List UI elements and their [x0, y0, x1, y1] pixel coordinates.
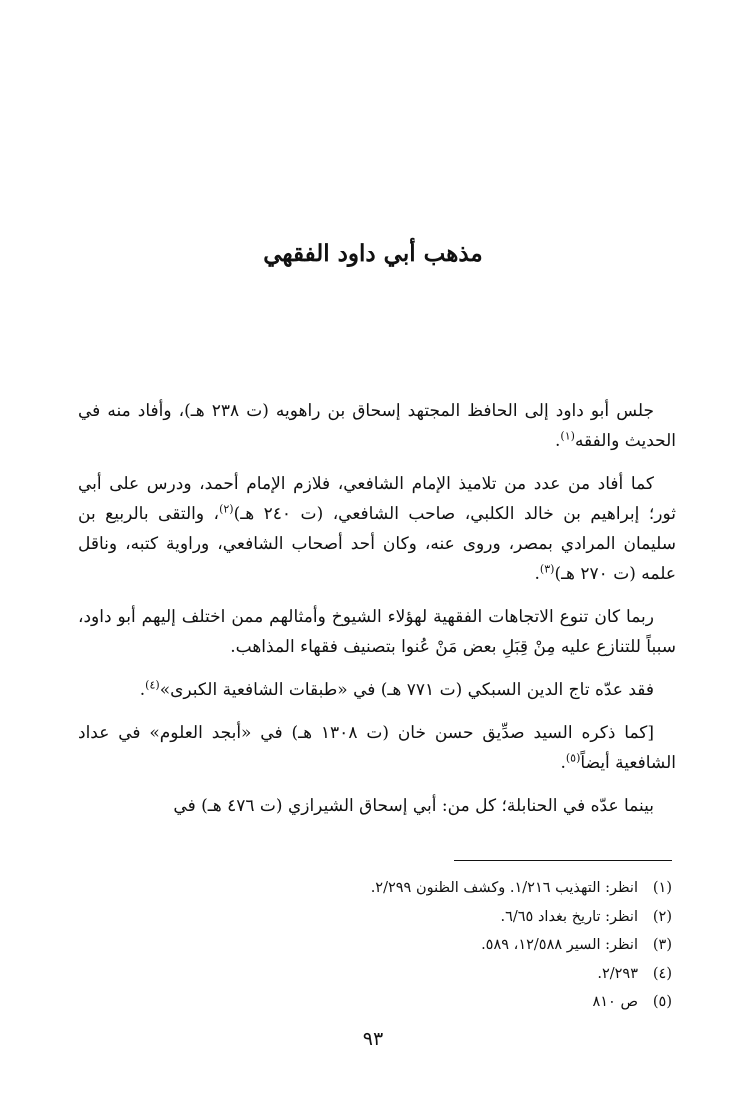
footnote-text: انظر: السير ١٢/٥٨٨، ٥٨٩.	[481, 937, 638, 953]
paragraph-tail: ، والتقى بالربيع بن سليمان المرادي بمصر، وروى عنه، وكان أحد أصحاب الشافعي، وراوية كتبه، وناقل علمه (ت ٢٧٠ هـ)	[78, 504, 676, 584]
paragraph	[78, 602, 676, 662]
chapter-title: مذهب أبي داود الفقهي	[263, 240, 483, 267]
paragraph-tail: .	[139, 680, 146, 700]
footnote-number: (٣)	[652, 937, 672, 953]
footnotes-list	[72, 874, 672, 1017]
footnote-item	[72, 874, 672, 903]
footnote-ref: (٣)	[539, 562, 555, 576]
footnote-text: ص ٨١٠	[592, 994, 638, 1010]
footnote-item	[72, 931, 672, 960]
footnote-item	[72, 903, 672, 932]
footnote-ref: (٥)	[565, 751, 581, 765]
paragraph-tail: .	[555, 431, 561, 451]
paragraph-text: كما أفاد من عدد من تلاميذ الإمام الشافعي، فلازم الإمام أحمد، ودرس على أبي ثور؛ إبراهيم بن خالد الكلبي، صاحب الشافعي، (ت ٢٤٠ هـ)	[78, 474, 677, 524]
footnote-text: انظر: التهذيب ١/٢١٦. وكشف الظنون ٢/٢٩٩.	[370, 880, 638, 896]
footnote-ref: (٢)	[219, 502, 234, 516]
page-number: ٩٣	[362, 1028, 384, 1050]
paragraph	[78, 396, 676, 456]
footnote-number: (٢)	[652, 908, 672, 925]
paragraph	[78, 469, 676, 589]
paragraph	[78, 791, 676, 821]
paragraph-text: جلس أبو داود إلى الحافظ المجتهد إسحاق بن راهويه (ت ٢٣٨ هـ)، وأفاد منه في الحديث والفقه	[78, 401, 676, 451]
paragraph	[78, 675, 676, 705]
paragraph	[78, 718, 676, 778]
paragraph-tail: .	[534, 564, 540, 584]
footnote-number: (٥)	[652, 994, 672, 1010]
footnote-item	[72, 988, 672, 1017]
footnote-divider	[454, 860, 672, 861]
paragraph-text: [كما ذكره السيد صدِّيق حسن خان (ت ١٣٠٨ هـ) في «أبجد العلوم» في عداد الشافعية أيضاً	[78, 723, 676, 773]
paragraph-tail: .	[560, 753, 566, 773]
paragraph-text: ربما كان تنوع الاتجاهات الفقهية لهؤلاء الشيوخ وأمثالهم ممن اختلف إليهم أبو داود، سبباً للتنازع عليه مِنْ قِبَلِ بعض مَنْ عُنوا بتصنيف فقهاء المذاهب.	[78, 607, 676, 657]
footnote-text: ٢/٢٩٣.	[597, 965, 638, 982]
footnote-item	[72, 960, 672, 989]
footnote-number: (١)	[652, 880, 672, 896]
footnote-number: (٤)	[652, 965, 672, 982]
footnote-ref: (٤)	[145, 678, 160, 692]
footnote-text: انظر: تاريخ بغداد ٦/٦٥.	[500, 908, 638, 925]
paragraph-text: فقد عدّه تاج الدين السبكي (ت ٧٧١ هـ) في «طبقات الشافعية الكبرى»	[159, 680, 654, 700]
paragraph-text: بينما عدّه في الحنابلة؛ كل من: أبي إسحاق الشيرازي (ت ٤٧٦ هـ) في	[173, 796, 654, 816]
footnote-ref: (١)	[560, 429, 575, 443]
body-text	[78, 396, 676, 834]
